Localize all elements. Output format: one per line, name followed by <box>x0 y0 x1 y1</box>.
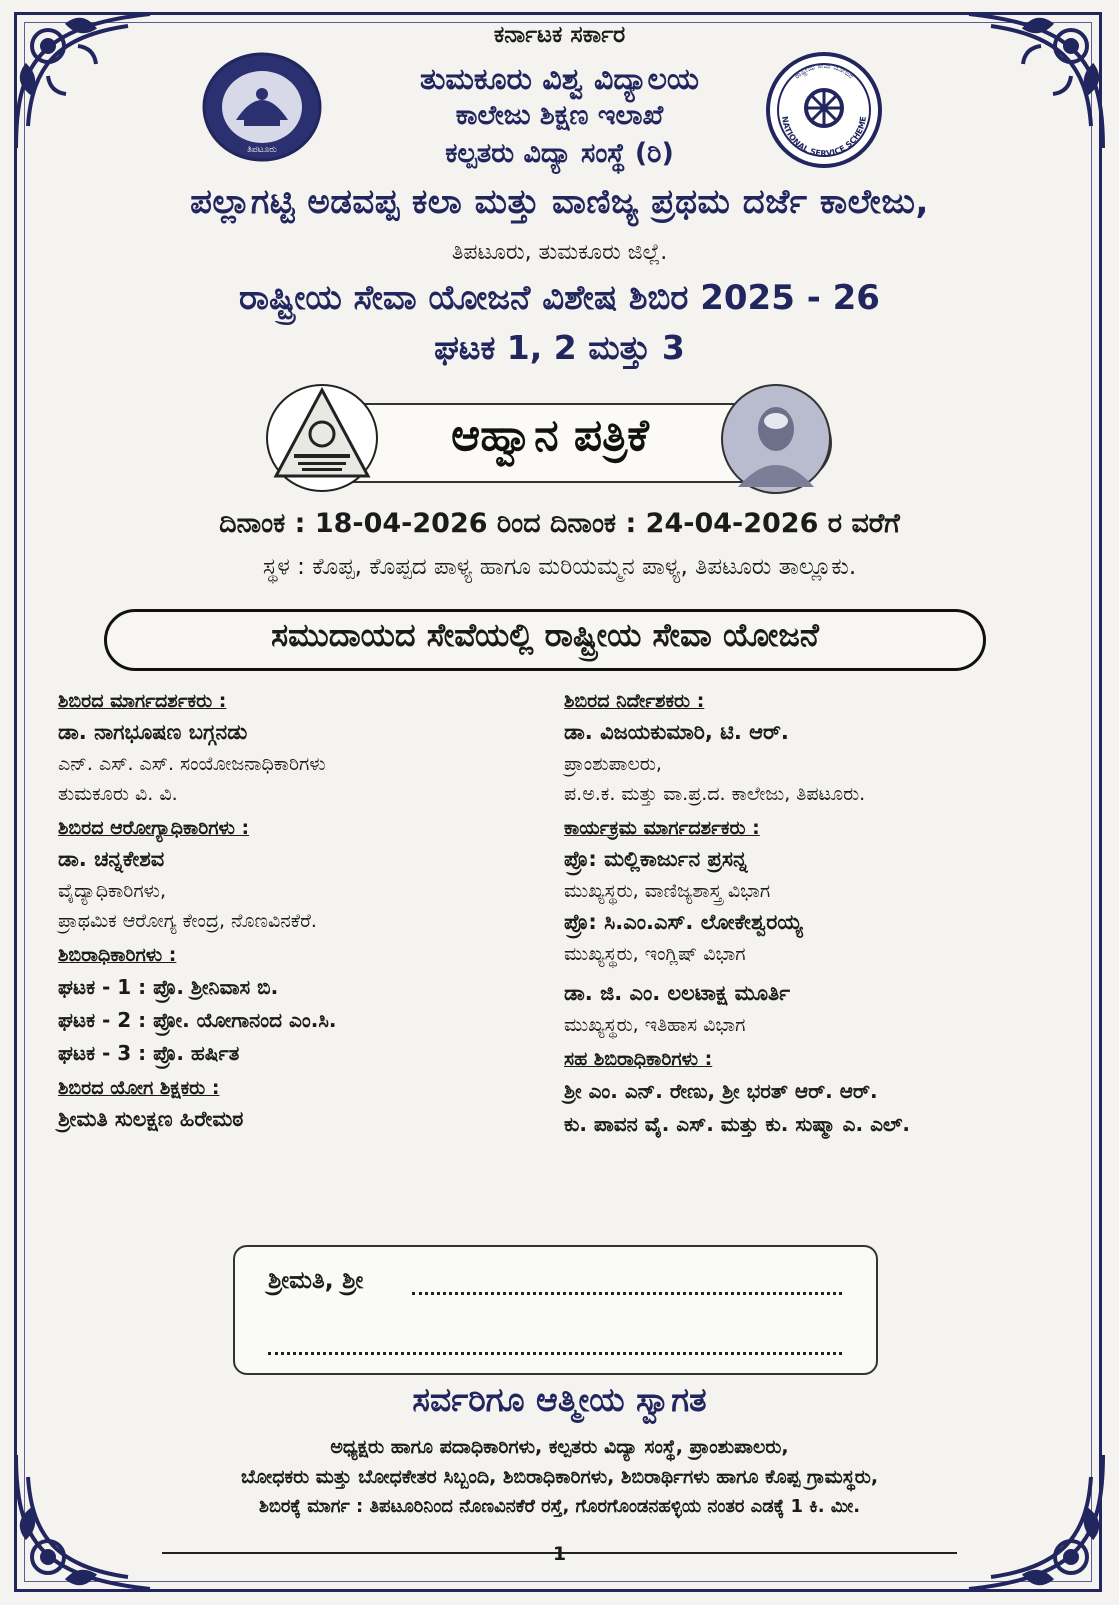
svg-text:ರಾಷ್ಟ್ರೀಯ ಸೇವಾ ಯೋಜನೆ: ರಾಷ್ಟ್ರೀಯ ಸೇವಾ ಯೋಜನೆ <box>793 61 855 81</box>
department-name: ಕಾಲೇಜು ಶಿಕ್ಷಣ ಇಲಾಖೆ <box>455 100 664 131</box>
co-officers-line-2: ಕು. ಪಾವನ ವೈ. ಎಸ್. ಮತ್ತು ಕು. ಸುಷ್ಮಾ ಎ. ಎಲ್. <box>564 1112 910 1136</box>
addressee-label: ಶ್ರೀಮತಿ, ಶ್ರೀ <box>268 1266 364 1294</box>
government-title: ಕರ್ನಾಟಕ ಸರ್ಕಾರ <box>493 22 626 48</box>
camp-units: ಘಟಕ 1, 2 ಮತ್ತು 3 <box>434 328 685 367</box>
university-name: ತುಮಕೂರು ವಿಶ್ವ ವಿದ್ಯಾಲಯ <box>419 62 700 97</box>
college-name: ಪಲ್ಲಾಗಟ್ಟಿ ಅಡವಪ್ಪ ಕಲಾ ಮತ್ತು ವಾಣಿಜ್ಯ ಪ್ರಥಮ ದರ್ಜೆ ಕಾಲೇಜು, <box>190 182 929 222</box>
guide-role: ಎನ್. ಎಸ್. ಎಸ್. ಸಂಯೋಜನಾಧಿಕಾರಿಗಳು <box>58 753 326 775</box>
program-guides-heading: ಕಾರ್ಯಕ್ರಮ ಮಾರ್ಗದರ್ಶಕರು : <box>564 817 760 839</box>
svg-text:NATIONAL SERVICE SCHEME: NATIONAL SERVICE SCHEME <box>779 115 868 159</box>
co-officers-heading: ಸಹ ಶಿಬಿರಾಧಿಕಾರಿಗಳು : <box>564 1048 713 1070</box>
program-guide-2-name: ಪ್ರೊ: ಸಿ.ಎಂ.ಎಸ್. ಲೋಕೇಶ್ವರಯ್ಯ <box>564 910 803 934</box>
guide-name: ಡಾ. ನಾಗಭೂಷಣ ಬಗ್ಗನಡು <box>58 720 248 744</box>
program-guide-3-name: ಡಾ. ಜಿ. ಎಂ. ಲಲಟಾಕ್ಷ ಮೂರ್ತಿ <box>564 981 791 1005</box>
co-officers-line-1: ಶ್ರೀ ಎಂ. ಎನ್. ರೇಣು, ಶ್ರೀ ಭರತ್ ಆರ್. ಆರ್. <box>564 1079 878 1103</box>
left-column <box>58 684 558 1132</box>
health-heading: ಶಿಬಿರದ ಆರೋಗ್ಯಾಧಿಕಾರಿಗಳು : <box>58 817 250 839</box>
director-name: ಡಾ. ವಿಜಯಕುಮಾರಿ, ಟಿ. ಆರ್. <box>564 720 789 744</box>
footer-route: ಶಿಬಿರಕ್ಕೆ ಮಾರ್ಗ : ತಿಪಟೂರಿನಿಂದ ನೊಣವಿನಕೆರೆ ರಸ್ತೆ, ಗೊರಗೊಂಡನಹಳ್ಳಿಯ ನಂತರ ಎಡಕ್ಕೆ 1 ಕಿ. ಮೀ. <box>258 1496 861 1517</box>
program-guide-3-role: ಮುಖ್ಯಸ್ಥರು, ಇತಿಹಾಸ ವಿಭಾಗ <box>564 1014 746 1036</box>
unit3-officer: ಘಟಕ - 3 : ಪ್ರೊ. ಹರ್ಷಿತ <box>58 1041 240 1065</box>
camp-theme: ಸಮುದಾಯದ ಸೇವೆಯಲ್ಲಿ ರಾಷ್ಟ್ರೀಯ ಸೇವಾ ಯೋಜನೆ <box>271 616 819 654</box>
addressee-dotted-line-2 <box>268 1352 842 1355</box>
unit1-officer: ಘಟಕ - 1 : ಪ್ರೊ. ಶ್ರೀನಿವಾಸ ಬಿ. <box>58 975 279 999</box>
health-officer-name: ಡಾ. ಚನ್ನಕೇಶವ <box>58 847 165 871</box>
right-column <box>564 684 1084 1136</box>
camp-title: ರಾಷ್ಟ್ರೀಯ ಸೇವಾ ಯೋಜನೆ ವಿಶೇಷ ಶಿಬಿರ 2025 - 26 <box>239 278 880 318</box>
footer-line-2: ಬೋಧಕರು ಮತ್ತು ಬೋಧಕೇತರ ಸಿಬ್ಬಂದಿ, ಶಿಬಿರಾಧಿಕಾರಿಗಳು, ಶಿಬಿರಾರ್ಥಿಗಳು ಹಾಗೂ ಕೊಪ್ಪ ಗ್ರಾಮಸ್ಥರು, <box>240 1466 879 1488</box>
svg-text:ತಿಪಟೂರು: ತಿಪಟೂರು <box>247 145 277 155</box>
college-place: ತಿಪಟೂರು, ತುಮಕೂರು ಜಿಲ್ಲೆ. <box>451 240 668 265</box>
yoga-heading: ಶಿಬಿರದ ಯೋಗ ಶಿಕ್ಷಕರು : <box>58 1077 220 1099</box>
footer-line-1: ಅಧ್ಯಕ್ಷರು ಹಾಗೂ ಪದಾಧಿಕಾರಿಗಳು, ಕಲ್ಪತರು ವಿದ್ಯಾ ಸಂಸ್ಥೆ, ಪ್ರಾಂಶುಪಾಲರು, <box>330 1436 789 1458</box>
camp-venue: ಸ್ಥಳ : ಕೊಪ್ಪ, ಕೊಪ್ಪದ ಪಾಳ್ಯ ಹಾಗೂ ಮರಿಯಮ್ಮನ ಪಾಳ್ಯ, ತಿಪಟೂರು ತಾಲ್ಲೂಕು. <box>262 554 857 580</box>
guide-org: ತುಮಕೂರು ವಿ. ವಿ. <box>58 783 178 805</box>
program-guide-2-role: ಮುಖ್ಯಸ್ಥರು, ಇಂಗ್ಲಿಷ್ ವಿಭಾಗ <box>564 943 746 965</box>
welcome-text: ಸರ್ವರಿಗೂ ಆತ್ಮೀಯ ಸ್ವಾಗತ <box>412 1380 707 1419</box>
officers-heading: ಶಿಬಿರಾಧಿಕಾರಿಗಳು : <box>58 944 177 966</box>
addressee-dotted-line <box>412 1292 842 1295</box>
addressee-box <box>233 1245 878 1375</box>
health-officer-role: ವೈದ್ಯಾಧಿಕಾರಿಗಳು, <box>58 880 166 902</box>
program-guide-1-name: ಪ್ರೊ: ಮಲ್ಲಿಕಾರ್ಜುನ ಪ್ರಸನ್ನ <box>564 847 748 871</box>
guides-heading: ಶಿಬಿರದ ಮಾರ್ಗದರ್ಶಕರು : <box>58 690 227 712</box>
invitation-title: ಆಹ್ವಾನ ಪತ್ರಿಕೆ <box>451 410 649 461</box>
health-officer-org: ಪ್ರಾಥಮಿಕ ಆರೋಗ್ಯ ಕೇಂದ್ರ, ನೊಣವಿನಕೆರೆ. <box>58 910 317 932</box>
program-guide-1-role: ಮುಖ್ಯಸ್ಥರು, ವಾಣಿಜ್ಯಶಾಸ್ತ್ರ ವಿಭಾಗ <box>564 880 771 902</box>
institution-name: ಕಲ್ಪತರು ವಿದ್ಯಾ ಸಂಸ್ಥೆ (ರಿ) <box>445 138 674 169</box>
camp-dates: ದಿನಾಂಕ : 18-04-2026 ರಿಂದ ದಿನಾಂಕ : 24-04-2026 ರ ವರೆಗೆ <box>219 508 900 539</box>
director-heading: ಶಿಬಿರದ ನಿರ್ದೇಶಕರು : <box>564 690 705 712</box>
director-org: ಪ.ಅ.ಕ. ಮತ್ತು ವಾ.ಪ್ರ.ದ. ಕಾಲೇಜು, ತಿಪಟೂರು. <box>564 783 866 805</box>
yoga-teacher-name: ಶ್ರೀಮತಿ ಸುಲಕ್ಷಣ ಹಿರೇಮಠ <box>58 1107 244 1131</box>
page-number: 1 <box>552 1543 567 1565</box>
unit2-officer: ಘಟಕ - 2 : ಪ್ರೋ. ಯೋಗಾನಂದ ಎಂ.ಸಿ. <box>58 1008 337 1032</box>
director-role: ಪ್ರಾಂಶುಪಾಲರು, <box>564 753 662 775</box>
